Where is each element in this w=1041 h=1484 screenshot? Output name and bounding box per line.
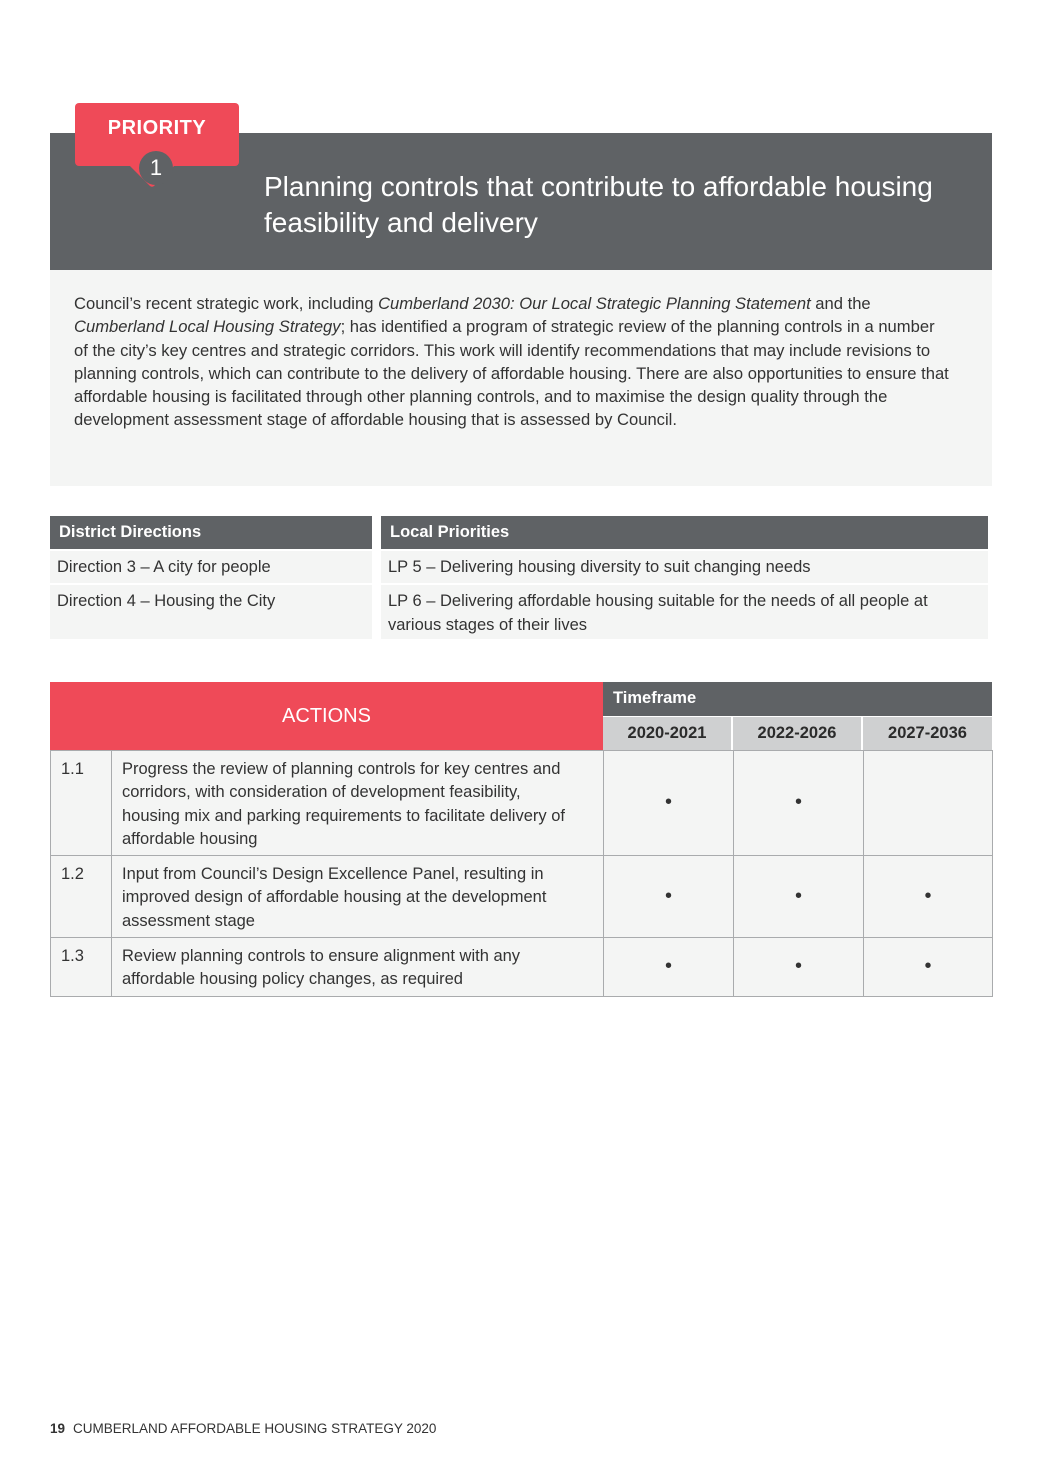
intro-italic-2: Cumberland Local Housing Strategy <box>74 317 341 337</box>
priority-number: 1 <box>139 151 173 185</box>
intro-section <box>50 270 992 486</box>
district-directions-header: District Directions <box>50 516 372 549</box>
timeframe-mark: • <box>734 856 864 938</box>
timeframe-mark: • <box>864 856 993 938</box>
action-text: Review planning controls to ensure alignment with any affordable housing policy changes, as required <box>112 938 604 997</box>
timeframe-mark: • <box>604 751 734 856</box>
timeframe-mark: • <box>864 938 993 997</box>
timeframe-mark: • <box>734 751 864 856</box>
action-number: 1.2 <box>51 856 112 938</box>
table-row <box>51 751 993 856</box>
priority-label: PRIORITY <box>107 117 207 139</box>
action-text: Progress the review of planning controls for key centres and corridors, with consideration of development feasibility, housing mix and parking requirements to facilitate delivery of affordable housing <box>112 751 604 856</box>
table-row <box>51 856 993 938</box>
timeframe-mark: • <box>604 856 734 938</box>
priority-title: Planning controls that contribute to affordable housing feasibility and delivery <box>264 171 933 238</box>
page-footer <box>50 1421 436 1436</box>
action-number: 1.3 <box>51 938 112 997</box>
action-text: Input from Council’s Design Excellence Panel, resulting in improved design of affordable housing at the development assessment stage <box>112 856 604 938</box>
local-priorities-table <box>381 516 988 639</box>
intro-italic-1: Cumberland 2030: Our Local Strategic Planning Statement <box>378 294 811 313</box>
intro-text-1: Council’s recent strategic work, including <box>74 294 379 313</box>
action-number: 1.1 <box>51 751 112 856</box>
actions-header: ACTIONS <box>50 682 603 750</box>
table-row <box>51 938 993 997</box>
intro-text-3: ; has identified a program of strategic review of the planning controls in a number of the city’s key centres and strategic corridors. This work will identify recommendations that may include revisions to planning controls, which can contribute to the delivery of affordable housing. There are also opportunities to ensure that affordable housing is facilitated through other planning controls, and to maximise the design quality through the development assessment stage of affordable housing that is assessed by Council. <box>74 317 949 430</box>
timeframe-mark <box>864 751 993 856</box>
timeframe-mark: • <box>604 938 734 997</box>
district-direction-item: Direction 4 – Housing the City <box>50 583 372 639</box>
intro-paragraph <box>74 292 952 432</box>
local-priority-item: LP 6 – Delivering affordable housing suitable for the needs of all people at various stages of their lives <box>381 583 988 639</box>
document-title: CUMBERLAND AFFORDABLE HOUSING STRATEGY 2020 <box>73 1421 437 1436</box>
local-priority-item: LP 5 – Delivering housing diversity to suit changing needs <box>381 549 988 583</box>
timeframe-mark: • <box>734 938 864 997</box>
year-header: 2027-2036 <box>863 717 992 750</box>
timeframe-header: Timeframe <box>603 682 992 716</box>
page-number: 19 <box>50 1421 66 1436</box>
year-header: 2020-2021 <box>603 717 731 750</box>
district-direction-item: Direction 3 – A city for people <box>50 549 372 583</box>
local-priorities-header: Local Priorities <box>381 516 988 549</box>
district-directions-table <box>50 516 372 639</box>
actions-table <box>50 750 993 997</box>
intro-text-2: and the <box>810 294 871 313</box>
year-header: 2022-2026 <box>733 717 861 750</box>
priority-badge <box>75 103 239 201</box>
